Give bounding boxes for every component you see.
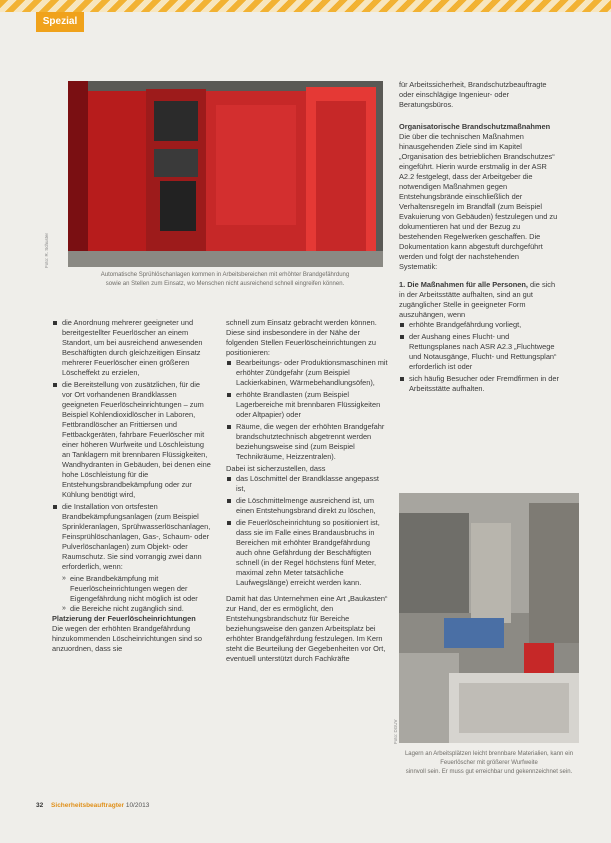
list-item: » die Bereiche nicht zugänglich sind. <box>62 604 212 614</box>
sprinkler-cabinet-photo <box>68 81 383 267</box>
left-bullet-list <box>52 318 212 572</box>
section-heading: Platzierung der Feuerlöscheinrichtungen <box>52 614 196 623</box>
numbered-text: die sich in der Arbeitsstätte aufhalten, sind an gut zugänglicher Stelle in geeigneter Form auszuhängen, wenn <box>399 280 556 319</box>
list-item: das Löschmittel der Brandklasse angepasst ist, <box>226 474 388 494</box>
paragraph-numbered <box>399 280 559 320</box>
photo2-caption-line2: sinnvoll sein. Er muss gut erreichbar und gekennzeichnet sein. <box>405 769 573 775</box>
list-item: erhöhte Brandlasten (zum Beispiel Lagerbereiche mit brennbaren Flüssigkeiten oder Altpapier) oder <box>226 390 388 420</box>
list-item: » eine Brandbekämpfung mit Feuerlöscheinrichtungen wegen der Eigengefährdung nicht möglich ist oder <box>62 574 212 604</box>
paragraph: schnell zum Einsatz gebracht werden können. Diese sind insbesondere in der Nähe der folgenden Stellen Feuerlöscheinrichtungen zu positionieren: <box>226 318 377 357</box>
list-item: die Bereitstellung von zusätzlichen, für die vor Ort vorhandenen Brandklassen geeigneten Feuerlöscheinrichtungen – zum Beispiel Kohlendioxidlöscher in Laboren, Fettbrandlöscher an Frittiersen und Fettbackgeräten, fahrbare Feuerlöscher mit einer höheren Wurfweite und Löschleistung an Tanklagern mit brennbaren Flüssigkeiten, Wandhydranten in Gebäuden, bei denen eine hohe Löschleistung für die Entstehungsbrandbekämpfung oder zur Kühlung benötigt wird, <box>52 380 212 500</box>
mid-bullet-list <box>226 358 388 462</box>
cabinet-illustration <box>68 81 383 267</box>
photo1-caption <box>60 271 390 289</box>
warehouse-illustration <box>399 493 579 743</box>
photo1-caption-line2: sowie an Stellen zum Einsatz, wo Menschen nicht ausreichend schnell eingreifen können. <box>105 281 345 287</box>
photo2-caption <box>399 750 579 777</box>
list-item: die Löschmittelmenge ausreichend ist, um einen Entstehungsbrand direkt zu löschen, <box>226 496 388 516</box>
paragraph: für Arbeitssicherheit, Brandschutzbeauftragte oder einschlägige Ingenieur- oder Beratungsbüros. <box>399 80 547 109</box>
photo1-credit: Foto: R. Schuster <box>44 232 49 268</box>
photo1-caption-line1: Automatische Sprühlöschanlagen kommen in Arbeitsbereichen mit erhöhter Brandgefährdung <box>100 272 350 278</box>
page-footer <box>36 802 149 809</box>
section-tab: Spezial <box>36 12 84 32</box>
left-sub-list <box>52 574 212 614</box>
right-column <box>399 80 559 396</box>
list-item: Räume, die wegen der erhöhten Brandgefahr brandschutztechnisch abgetrennt werden beziehungsweise sind (zum Beispiel Technikräume, Heizzentralen). <box>226 422 388 462</box>
list-item: Bearbeitungs- oder Produktionsmaschinen mit erhöhter Zündgefahr (zum Beispiel Lackierkabinen, Wärmebehandlungsöfen), <box>226 358 388 388</box>
list-item: sich häufig Besucher oder Fremdfirmen in der Arbeitsstätte aufhalten. <box>399 374 559 394</box>
top-hatched-stripe <box>0 0 611 12</box>
section-heading: Organisatorische Brandschutzmaßnahmen <box>399 122 551 131</box>
mid-bullet-list-2 <box>226 474 388 588</box>
numbered-lead: 1. Die Maßnahmen für alle Personen, <box>399 280 528 289</box>
left-column <box>52 318 212 654</box>
middle-column <box>226 318 388 664</box>
list-item: der Aushang eines Flucht- und Rettungsplanes nach ASR A2.3 „Fluchtwege und Notausgänge, Flucht- und Rettungsplan“ erforderlich ist oder <box>399 332 559 372</box>
paragraph: Damit hat das Unternehmen eine Art „Baukasten“ zur Hand, der es ermöglicht, den Entstehungsbrandschutz für Bereiche beziehungsweise den ganzen Arbeitsplatz bei erhöhter Brandgefährdung festzulegen. Im Kern steht die Beurteilung der Gegebenheiten vor Ort, eventuell unterstützt durch Fachkräfte <box>226 594 388 663</box>
paragraph: Dabei ist sicherzustellen, dass <box>226 464 326 473</box>
list-item: die Feuerlöscheinrichtung so positioniert ist, dass sie im Falle eines Brandausbruchs in Bereichen mit erhöhter Brandgefährdung auch ohne Gefährdung der Beschäftigten schnell (in der Regel höchstens fünf Meter, maximal zehn Meter tatsächliche Laufwegslänge) erreicht werden kann. <box>226 518 388 588</box>
paragraph: Die über die technischen Maßnahmen hinausgehenden Ziele sind im Kapitel „Organisation des betrieblichen Brandschutzes“ eingeführt. Hierin wurde erstmalig in der ASR A2.2 festgelegt, dass der Arbeitgeber die notwendigen Maßnahmen gegen Entstehungsbrände einschließlich der Verhaltensregeln im Brandfall (zum Beispiel Evakuierung von Gebäuden) festzulegen und zu dokumentieren hat und der Bezug zu bestehenden Regelwerken geschaffen. Die Dokumentation kann abgestuft durchgeführt werden und folgt der nachstehenden Systematik: <box>399 132 558 271</box>
photo2-credit: Foto: DGUV <box>393 719 398 744</box>
list-item: erhöhte Brandgefährdung vorliegt, <box>399 320 559 330</box>
page-number: 32 <box>36 802 44 809</box>
list-item: die Anordnung mehrerer geeigneter und bereitgestellter Feuerlöscher an einem Standort, um bei ausreichend anwesenden Beschäftigten durch gleichzeitigen Einsatz mehrerer Feuerlöscher einen größeren Löscheffekt zu erzielen, <box>52 318 212 378</box>
warehouse-photo <box>399 493 579 743</box>
paragraph: Die wegen der erhöhten Brandgefährdung hinzukommenden Löscheinrichtungen sind so anzuordnen, dass sie <box>52 624 202 653</box>
right-bullet-list <box>399 320 559 394</box>
list-item: die Installation von ortsfesten Brandbekämpfungsanlagen (zum Beispiel Sprinkleranlagen, Sprühwasserlöschanlagen, Feinsprühlöschanlagen, Gas-, Schaum- oder Pulverlöschanlagen) zum Objekt- oder Raumschutz. Sie sind vorrangig zwei dann erforderlich, wenn: <box>52 502 212 572</box>
issue-number: 10/2013 <box>125 802 150 809</box>
magazine-name: Sicherheitsbeauftragter <box>51 802 125 809</box>
photo2-caption-line1: Lagern an Arbeitsplätzen leicht brennbare Materialien, kann ein Feuerlöscher mit größerer Wurfweite <box>404 751 574 766</box>
